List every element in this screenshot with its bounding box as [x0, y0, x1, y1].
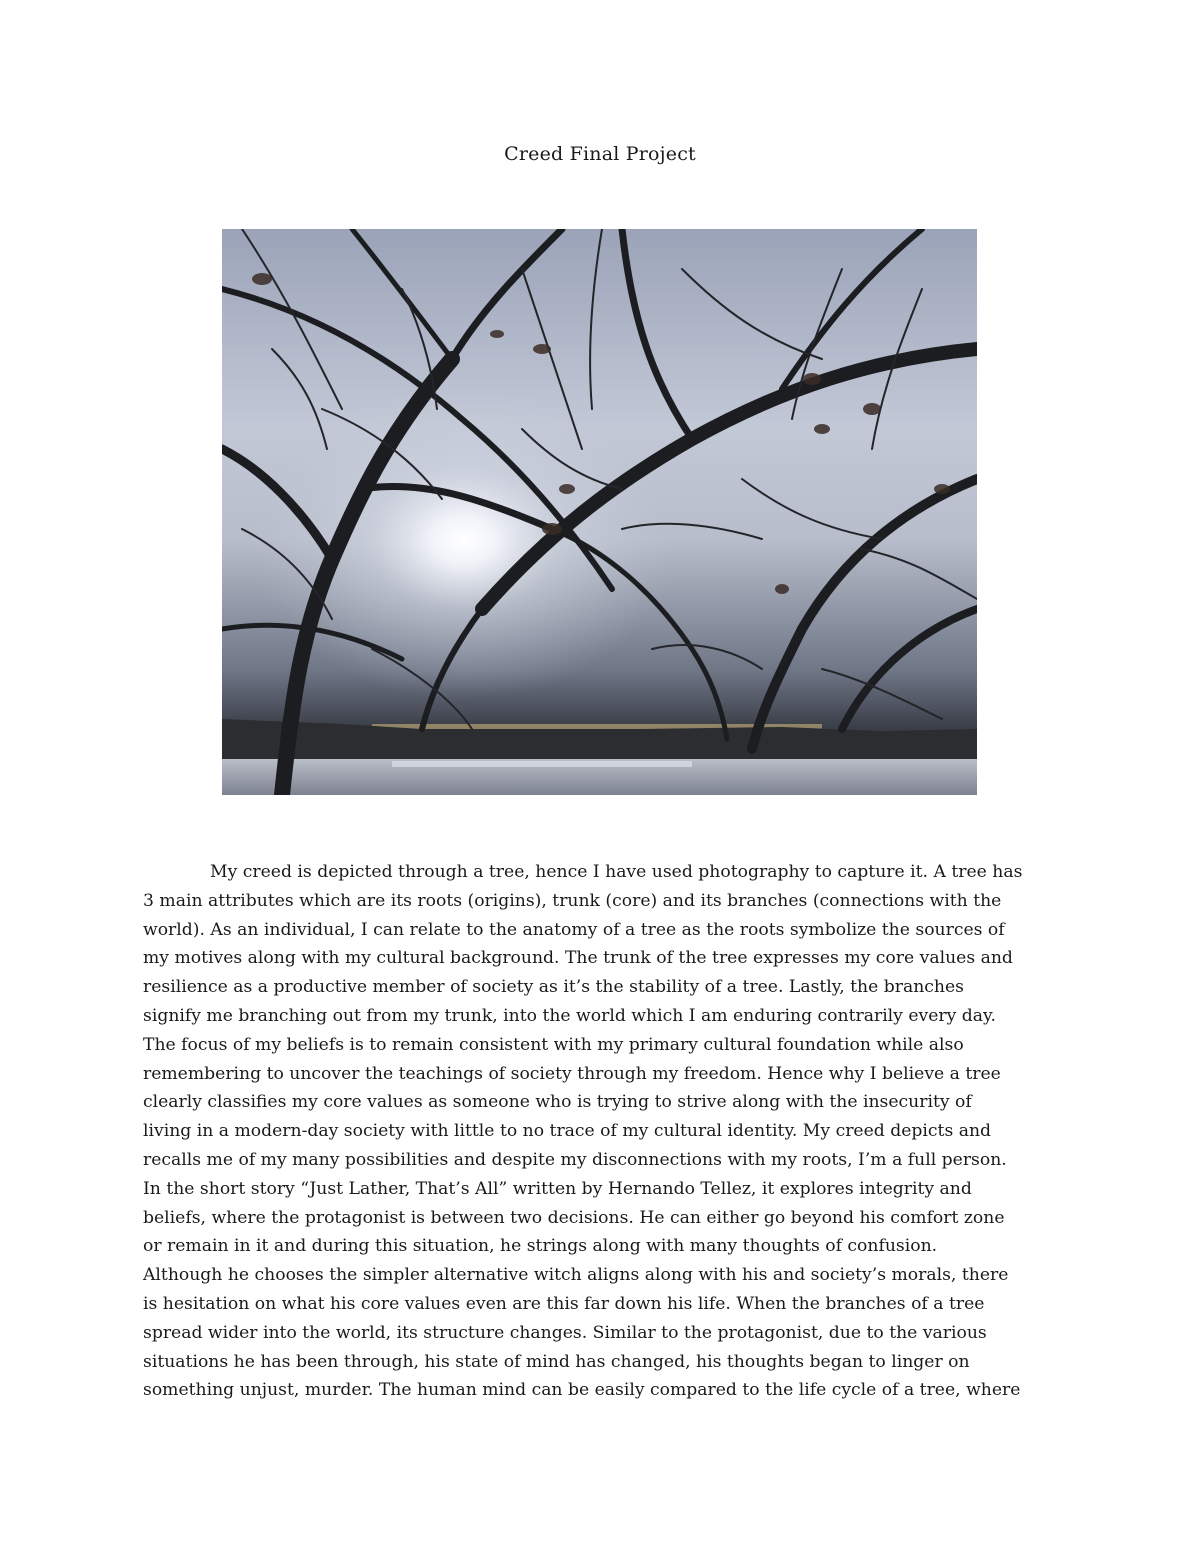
body-line: or remain in it and during this situation, he strings along with many thoughts of confusion.: [143, 1236, 938, 1257]
body-paragraph: [143, 858, 1059, 1405]
body-line: my motives along with my cultural background. The trunk of the tree expresses my core values and: [143, 948, 1013, 969]
body-line: remembering to uncover the teachings of society through my freedom. Hence why I believe a tree: [143, 1063, 1001, 1084]
document-title: Creed Final Project: [504, 143, 696, 165]
body-line: is hesitation on what his core values even are this far down his life. When the branches of a tree: [143, 1293, 985, 1314]
body-line: The focus of my beliefs is to remain consistent with my primary cultural foundation while also: [143, 1034, 964, 1055]
body-line: situations he has been through, his state of mind has changed, his thoughts began to linger on: [143, 1351, 970, 1372]
body-line: In the short story “Just Lather, That’s All” written by Hernando Tellez, it explores integrity and: [143, 1178, 972, 1199]
body-line: world). As an individual, I can relate to the anatomy of a tree as the roots symbolize the sources of: [143, 919, 1005, 940]
body-line: spread wider into the world, its structure changes. Similar to the protagonist, due to the various: [143, 1322, 987, 1343]
tree-photo: [222, 229, 977, 795]
body-line: living in a modern-day society with little to no trace of my cultural identity. My creed depicts and: [143, 1121, 992, 1142]
body-line: My creed is depicted through a tree, hence I have used photography to capture it. A tree has: [210, 862, 1023, 882]
body-line: recalls me of my many possibilities and despite my disconnections with my roots, I’m a full person.: [143, 1149, 1007, 1170]
body-line: Although he chooses the simpler alternative witch aligns along with his and society’s morals, there: [143, 1265, 1009, 1286]
body-line: beliefs, where the protagonist is between two decisions. He can either go beyond his comfort zone: [143, 1207, 1005, 1228]
body-line: something unjust, murder. The human mind can be easily compared to the life cycle of a tree, where: [143, 1380, 1021, 1401]
body-line: signify me branching out from my trunk, into the world which I am enduring contrarily every day.: [143, 1005, 996, 1026]
tree-branches-photo-icon: [222, 229, 977, 795]
body-line: 3 main attributes which are its roots (origins), trunk (core) and its branches (connections with the: [143, 890, 1002, 911]
body-line: resilience as a productive member of society as it’s the stability of a tree. Lastly, the branches: [143, 977, 964, 998]
body-line: clearly classifies my core values as someone who is trying to strive along with the insecurity of: [143, 1092, 972, 1113]
